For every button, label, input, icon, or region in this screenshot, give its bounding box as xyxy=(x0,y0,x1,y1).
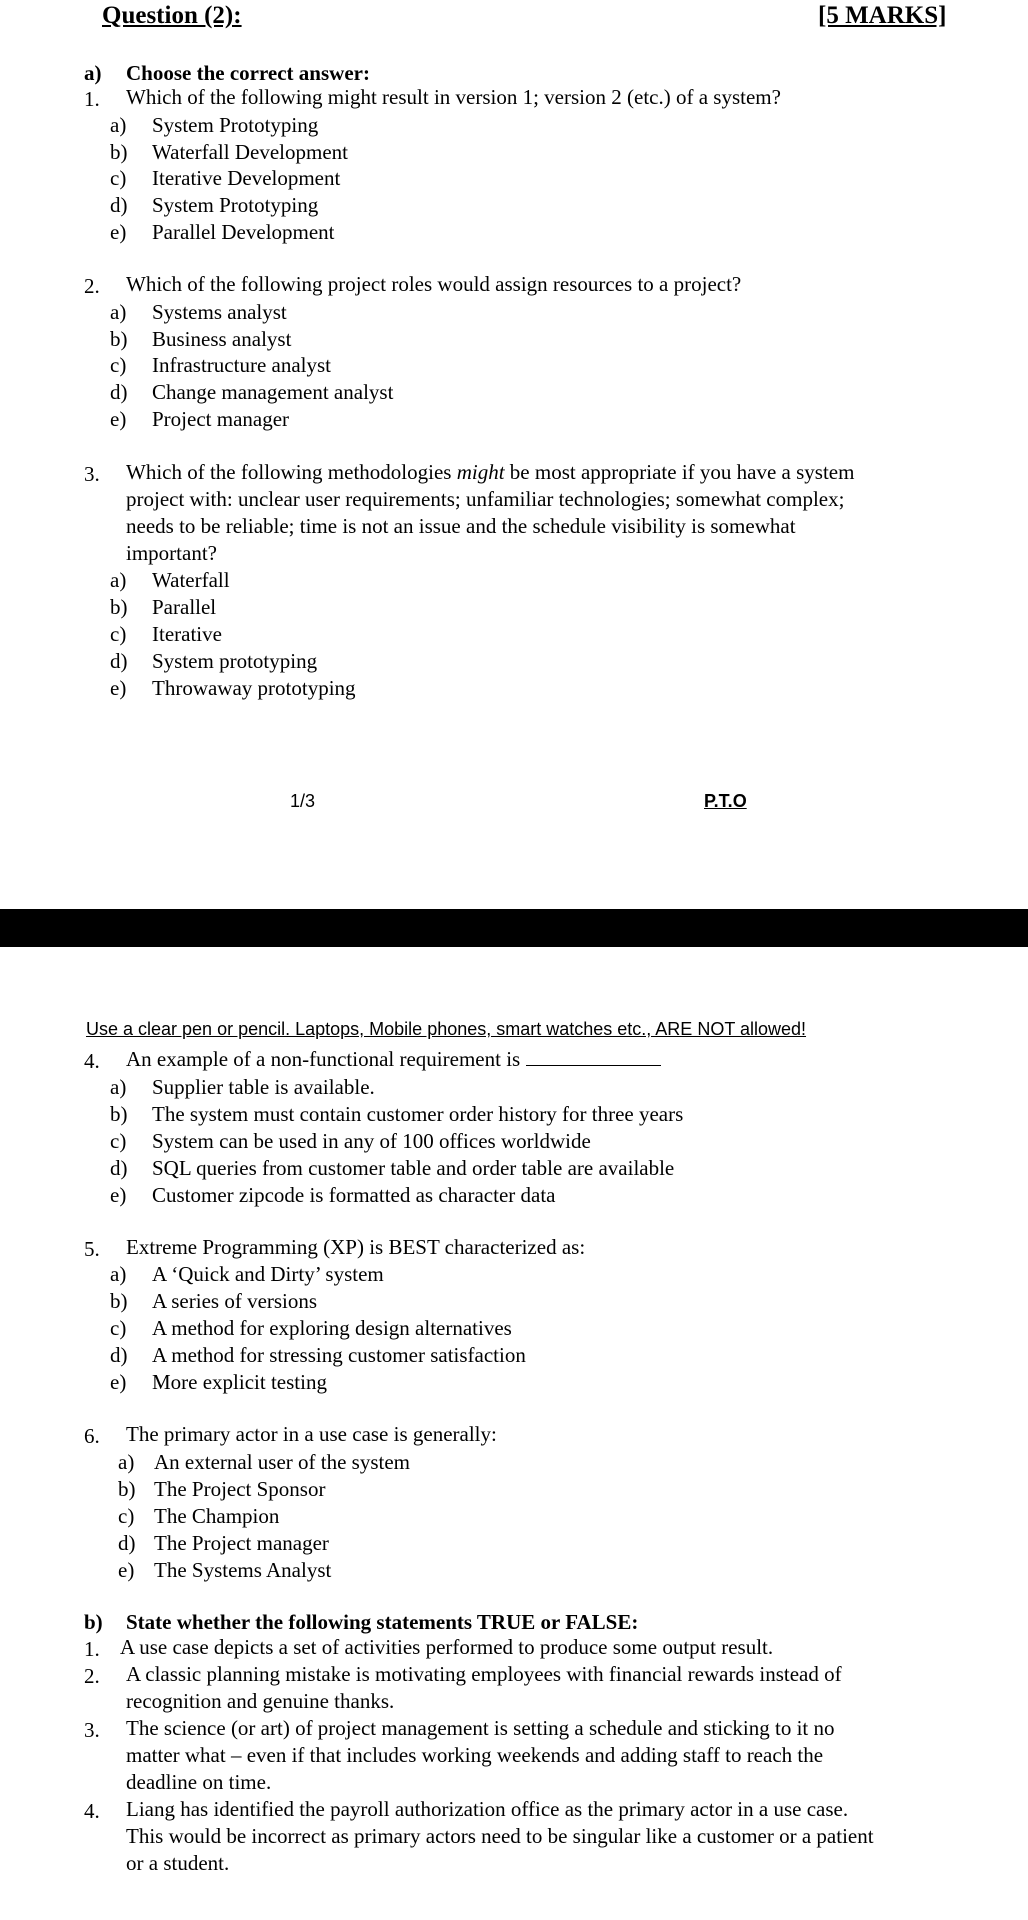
option-text: A ‘Quick and Dirty’ system xyxy=(152,1262,384,1286)
question-number: 3. xyxy=(84,462,100,486)
option-text: Iterative xyxy=(152,622,222,646)
option-text: Iterative Development xyxy=(152,166,341,190)
option-letter: b) xyxy=(110,595,128,619)
option-text: Waterfall Development xyxy=(152,140,348,164)
option-text: System prototyping xyxy=(152,649,318,673)
option-letter: d) xyxy=(110,1156,128,1180)
option-text: The Project manager xyxy=(154,1531,329,1555)
question-text: Which of the following project roles would assign resources to a project? xyxy=(126,272,742,296)
statement-number: 1. xyxy=(84,1637,100,1661)
statement-line: or a student. xyxy=(126,1851,230,1875)
statement-line: matter what – even if that includes working weekends and adding staff to reach the xyxy=(126,1743,824,1767)
question-text: An example of a non-functional requirement is xyxy=(126,1047,521,1071)
option-letter: e) xyxy=(110,676,127,700)
option-text: Systems analyst xyxy=(152,300,287,324)
option-letter: e) xyxy=(110,1183,127,1207)
question-text-line xyxy=(126,1046,661,1073)
option-text: System can be used in any of 100 offices worldwide xyxy=(152,1129,591,1153)
option-text: System Prototyping xyxy=(152,113,319,137)
option-letter: d) xyxy=(118,1531,136,1555)
question-text-line: important? xyxy=(126,541,217,565)
question-number: 5. xyxy=(84,1237,100,1261)
option-letter: a) xyxy=(110,113,127,137)
option-letter: d) xyxy=(110,380,128,404)
pto-label: P.T.O xyxy=(704,791,747,811)
question-text: Which of the following might result in version 1; version 2 (etc.) of a system? xyxy=(126,85,781,109)
option-letter: a) xyxy=(118,1450,135,1474)
option-text: The Systems Analyst xyxy=(154,1558,332,1582)
statement-number: 3. xyxy=(84,1718,100,1742)
option-text: Parallel xyxy=(152,595,217,619)
option-letter: c) xyxy=(110,1129,127,1153)
option-text: Parallel Development xyxy=(152,220,335,244)
option-text: The Champion xyxy=(154,1504,280,1528)
option-letter: d) xyxy=(110,649,128,673)
option-letter: e) xyxy=(110,407,127,431)
statement-line: recognition and genuine thanks. xyxy=(126,1689,395,1713)
statement-line: A use case depicts a set of activities performed to produce some output result. xyxy=(120,1635,774,1659)
question-number: 4. xyxy=(84,1049,100,1073)
marks-label: [5 MARKS] xyxy=(818,2,947,29)
option-letter: d) xyxy=(110,1343,128,1367)
question-title: Question (2): xyxy=(102,2,242,29)
question-text: The primary actor in a use case is generally: xyxy=(126,1422,497,1446)
option-text: Waterfall xyxy=(152,568,230,592)
option-letter: e) xyxy=(110,1370,127,1394)
option-letter: d) xyxy=(110,193,128,217)
exam-notice: Use a clear pen or pencil. Laptops, Mobile phones, smart watches etc., ARE NOT allowed! xyxy=(86,1019,807,1039)
page-number: 1/3 xyxy=(290,791,316,811)
option-text: Supplier table is available. xyxy=(152,1075,375,1099)
part-a-label: a) xyxy=(84,61,102,85)
question-text-line: project with: unclear user requirements; unfamiliar technologies; somewhat complex; xyxy=(126,487,845,511)
option-letter: e) xyxy=(118,1558,135,1582)
question-text: Extreme Programming (XP) is BEST characterized as: xyxy=(126,1235,586,1259)
option-letter: b) xyxy=(110,1102,128,1126)
statement-line: The science (or art) of project management is setting a schedule and sticking to it no xyxy=(126,1716,835,1740)
question-number: 2. xyxy=(84,274,100,298)
option-text: SQL queries from customer table and order table are available xyxy=(152,1156,675,1180)
statement-line: This would be incorrect as primary actors need to be singular like a customer or a patient xyxy=(126,1824,874,1848)
option-letter: a) xyxy=(110,568,127,592)
page-break-bar xyxy=(0,909,1028,947)
option-text: Throwaway prototyping xyxy=(152,676,356,700)
statement-line: Liang has identified the payroll authorization office as the primary actor in a use case. xyxy=(126,1797,849,1821)
option-letter: c) xyxy=(110,1316,127,1340)
option-letter: a) xyxy=(110,300,127,324)
option-letter: b) xyxy=(118,1477,136,1501)
statement-line: deadline on time. xyxy=(126,1770,272,1794)
emphasis-might: might xyxy=(456,460,505,484)
option-text: Business analyst xyxy=(152,327,292,351)
part-a-heading: Choose the correct answer: xyxy=(126,61,370,85)
option-text: An external user of the system xyxy=(154,1450,411,1474)
option-text: Customer zipcode is formatted as character data xyxy=(152,1183,556,1207)
option-text: A series of versions xyxy=(152,1289,318,1313)
part-b-heading: State whether the following statements TRUE or FALSE: xyxy=(126,1610,639,1634)
question-number: 6. xyxy=(84,1424,100,1448)
option-text: The Project Sponsor xyxy=(154,1477,326,1501)
option-letter: c) xyxy=(110,353,127,377)
question-text-line: needs to be reliable; time is not an issue and the schedule visibility is somewhat xyxy=(126,514,796,538)
option-letter: c) xyxy=(110,166,127,190)
option-text: A method for exploring design alternatives xyxy=(152,1316,512,1340)
question-text-line: Which of the following methodologies might be most appropriate if you have a system xyxy=(126,460,855,484)
option-text: A method for stressing customer satisfaction xyxy=(152,1343,526,1367)
option-letter: e) xyxy=(110,220,127,244)
option-letter: b) xyxy=(110,1289,128,1313)
option-text: Infrastructure analyst xyxy=(152,353,332,377)
answer-blank xyxy=(526,1064,661,1066)
question-number: 1. xyxy=(84,87,100,111)
option-letter: c) xyxy=(118,1504,135,1528)
option-letter: a) xyxy=(110,1075,127,1099)
option-text: Change management analyst xyxy=(152,380,394,404)
statement-number: 2. xyxy=(84,1664,100,1688)
statement-number: 4. xyxy=(84,1799,100,1823)
option-letter: b) xyxy=(110,140,128,164)
option-text: More explicit testing xyxy=(152,1370,327,1394)
option-letter: b) xyxy=(110,327,128,351)
option-text: Project manager xyxy=(152,407,290,431)
option-letter: a) xyxy=(110,1262,127,1286)
option-text: System Prototyping xyxy=(152,193,319,217)
statement-line: A classic planning mistake is motivating employees with financial rewards instead of xyxy=(126,1662,842,1686)
option-letter: c) xyxy=(110,622,127,646)
option-text: The system must contain customer order history for three years xyxy=(152,1102,684,1126)
part-b-label: b) xyxy=(84,1610,103,1634)
